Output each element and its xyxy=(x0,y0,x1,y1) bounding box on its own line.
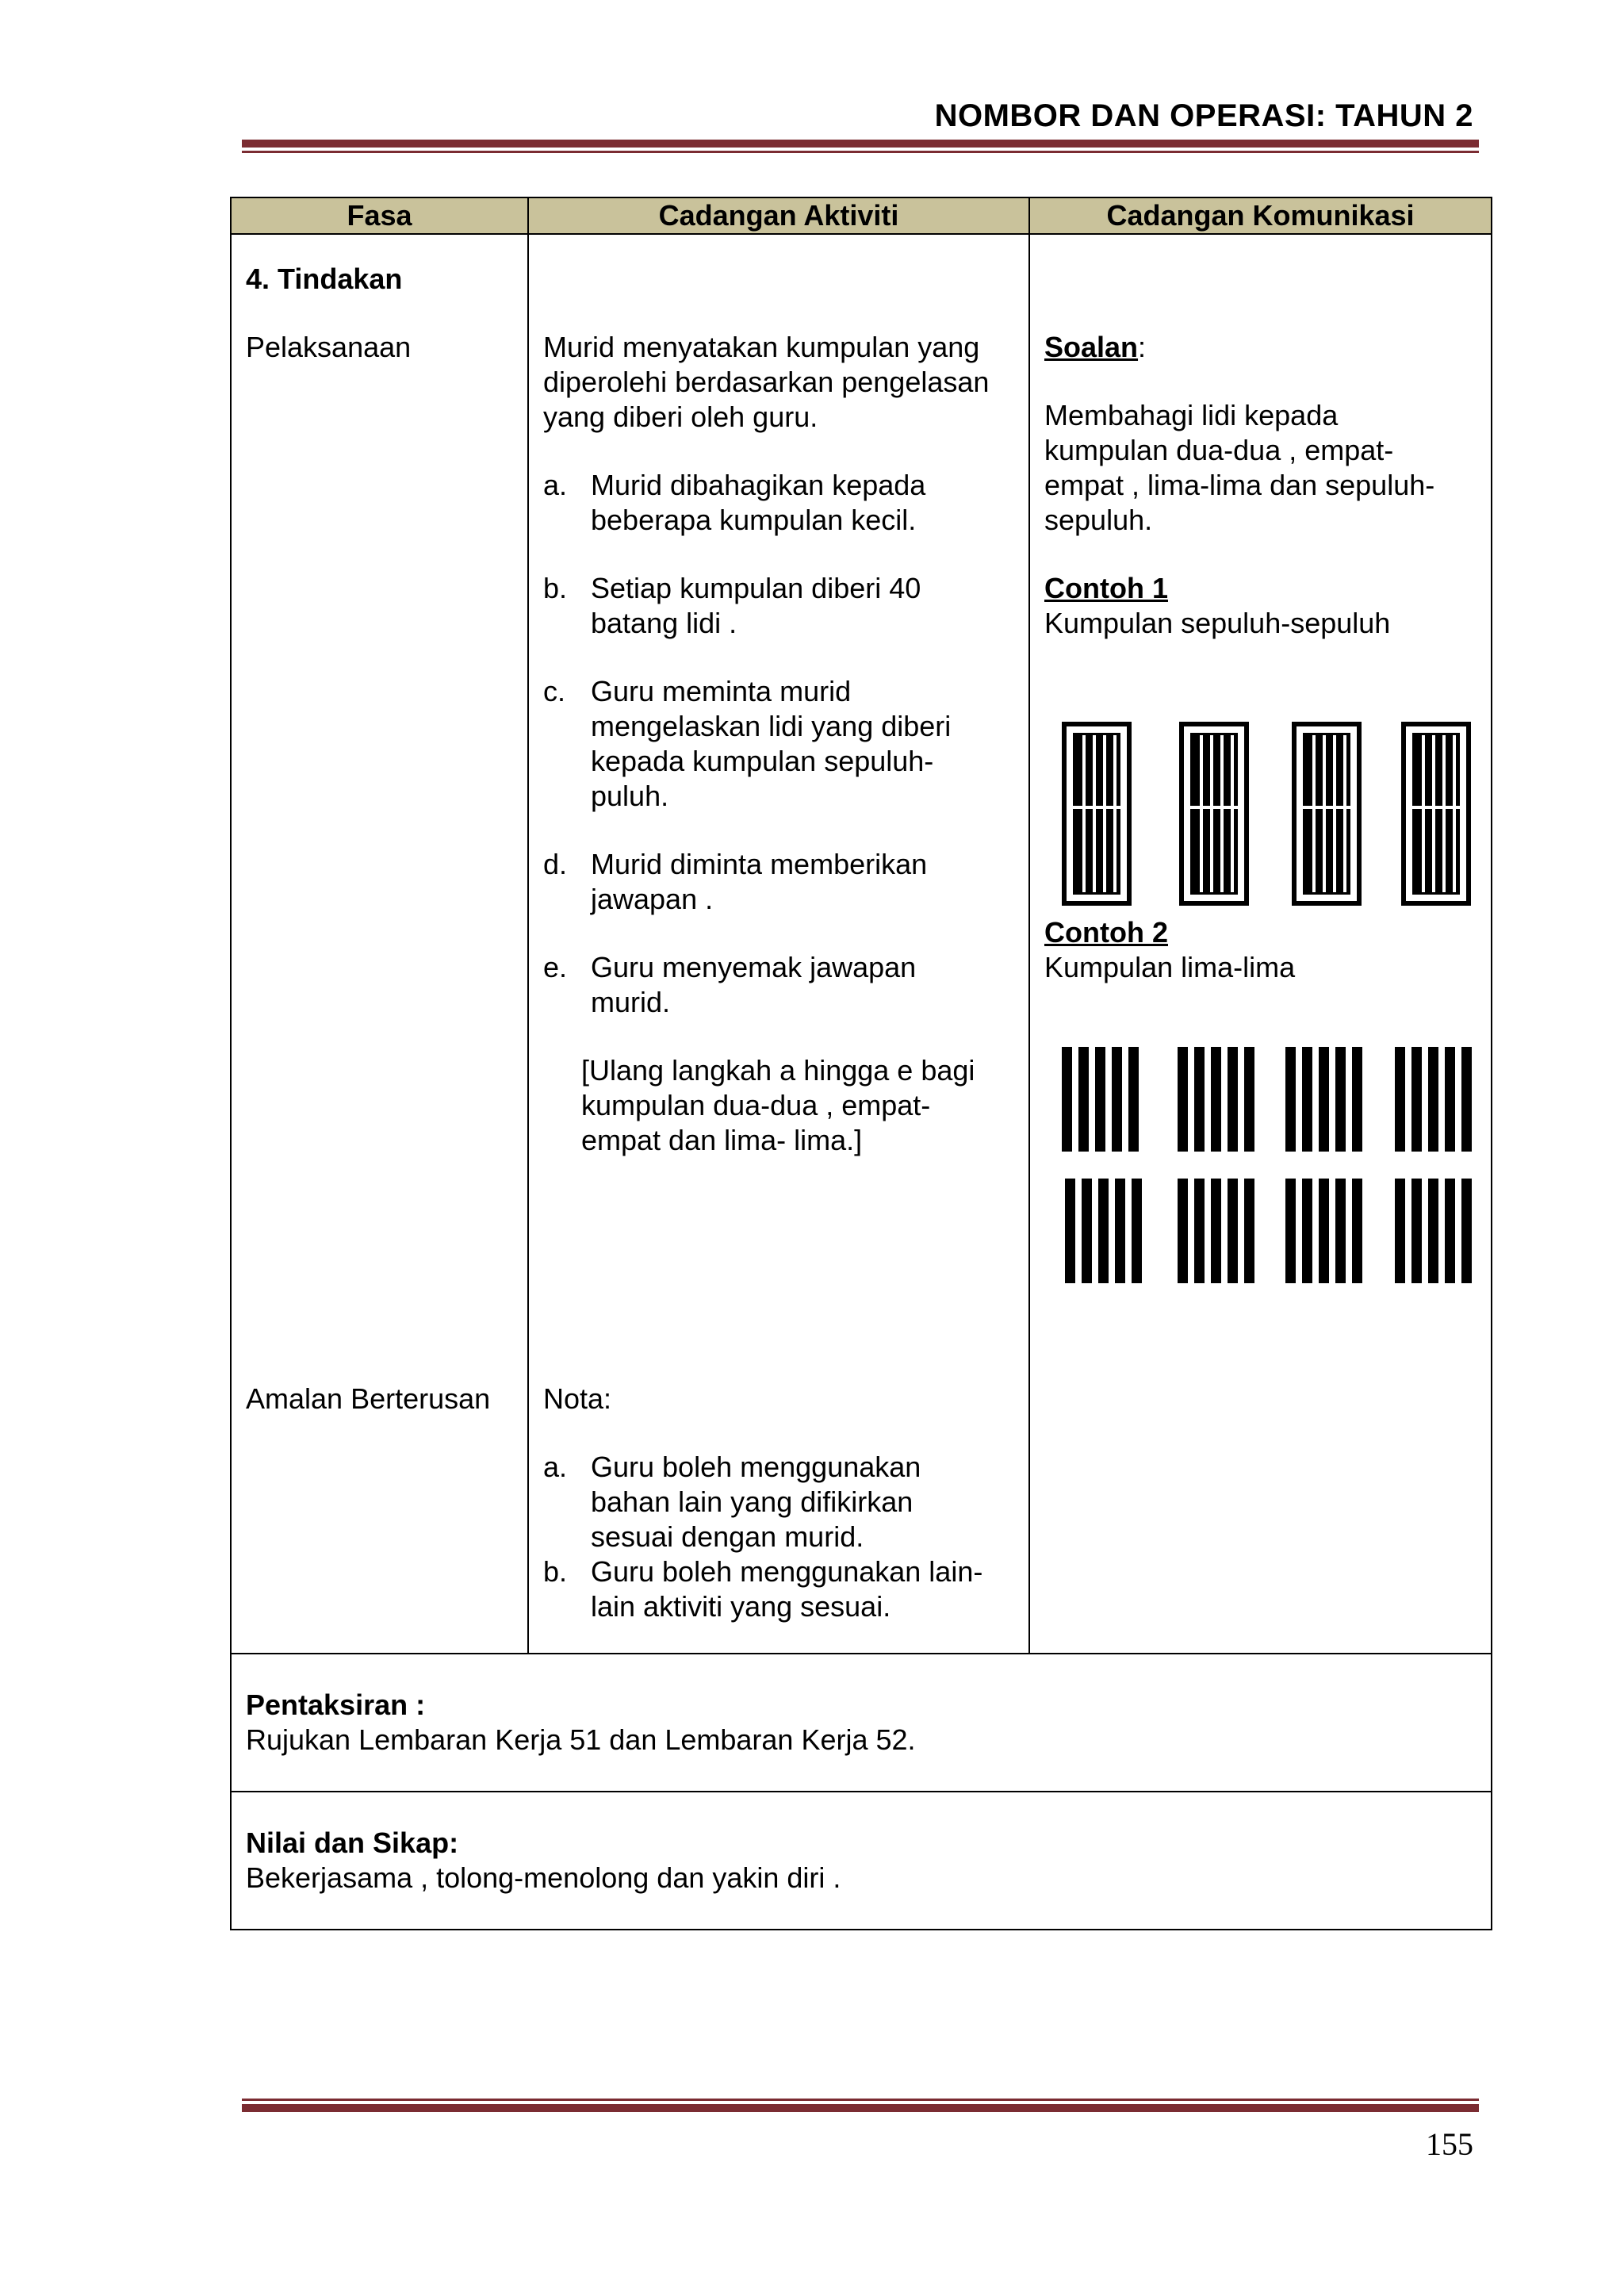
nota-list: a. Guru boleh menggunakan bahan lain yang difikirkan sesuai dengan murid. b. Guru boleh menggunakan lain- lain aktiviti yang sesuai. xyxy=(543,1451,983,1623)
aktiviti-repeat-note: [Ulang langkah a hingga e bagi kumpulan dua-dua , empat- empat dan lima- lima.] xyxy=(581,1054,975,1156)
bundle-five-icon xyxy=(1395,1047,1474,1152)
phase-amalan: Amalan Berterusan xyxy=(246,1382,491,1415)
phase-pelaksanaan: Pelaksanaan xyxy=(246,331,412,363)
bundle-ten-icon xyxy=(1062,722,1132,906)
phase-title: 4. Tindakan xyxy=(246,263,403,295)
contoh2-label: Contoh 2 xyxy=(1044,916,1168,949)
bundle-five-icon xyxy=(1062,1047,1141,1152)
contoh1-label: Contoh 1 xyxy=(1044,572,1168,604)
aktiviti-step-b: b. Setiap kumpulan diberi 40 batang lidi . xyxy=(543,572,921,639)
komunikasi-cell xyxy=(1029,234,1492,1654)
pentaksiran-text: Rujukan Lembaran Kerja 51 dan Lembaran Kerja 52. xyxy=(246,1723,916,1756)
soalan-heading: Soalan: xyxy=(1044,331,1147,363)
aktiviti-step-a: a. Murid dibahagikan kepada beberapa kumpulan kecil. xyxy=(543,469,926,536)
pentaksiran-row xyxy=(231,1654,1492,1792)
aktiviti-step-c: c. Guru meminta murid mengelaskan lidi yang diberi kepada kumpulan sepuluh- puluh. xyxy=(543,675,952,812)
nilai-row xyxy=(231,1792,1492,1930)
bundle-five-icon xyxy=(1178,1047,1257,1152)
nilai-label: Nilai dan Sikap: xyxy=(246,1826,459,1859)
header-rule xyxy=(242,140,1479,153)
fasa-cell xyxy=(231,234,528,1654)
page-number: 155 xyxy=(1426,2126,1473,2162)
aktiviti-step-d: d. Murid diminta memberikan jawapan . xyxy=(543,848,928,915)
pentaksiran-label: Pentaksiran : xyxy=(246,1688,426,1721)
bundle-ten-icon xyxy=(1179,722,1249,906)
bundle-five-icon xyxy=(1065,1179,1144,1283)
bundle-five-icon xyxy=(1285,1047,1365,1152)
aktiviti-intro: Murid menyatakan kumpulan yang diperolehi berdasarkan pengelasan yang diberi oleh guru. xyxy=(543,331,990,433)
column-header-fasa: Fasa xyxy=(231,197,528,234)
bundle-five-icon xyxy=(1178,1179,1257,1283)
bundle-five-icon xyxy=(1285,1179,1365,1283)
aktiviti-cell xyxy=(528,234,1029,1654)
contoh2-text: Kumpulan lima-lima xyxy=(1044,951,1296,983)
contoh1-text: Kumpulan sepuluh-sepuluh xyxy=(1044,607,1391,639)
column-header-komunikasi: Cadangan Komunikasi xyxy=(1029,197,1492,234)
lesson-table xyxy=(230,197,1492,1930)
aktiviti-step-e: e. Guru menyemak jawapan murid. xyxy=(543,951,917,1018)
bundle-ten-icon xyxy=(1292,722,1362,906)
footer-rule xyxy=(242,2099,1479,2112)
bundle-ten-icon xyxy=(1401,722,1471,906)
column-header-aktiviti: Cadangan Aktiviti xyxy=(528,197,1029,234)
header-title: NOMBOR DAN OPERASI: TAHUN 2 xyxy=(934,98,1473,133)
nilai-text: Bekerjasama , tolong-menolong dan yakin diri . xyxy=(246,1861,841,1894)
bundle-five-icon xyxy=(1395,1179,1474,1283)
nota-label: Nota: xyxy=(543,1382,612,1415)
soalan-text: Membahagi lidi kepada kumpulan dua-dua , empat- empat , lima-lima dan sepuluh- sepuluh. xyxy=(1044,399,1435,536)
